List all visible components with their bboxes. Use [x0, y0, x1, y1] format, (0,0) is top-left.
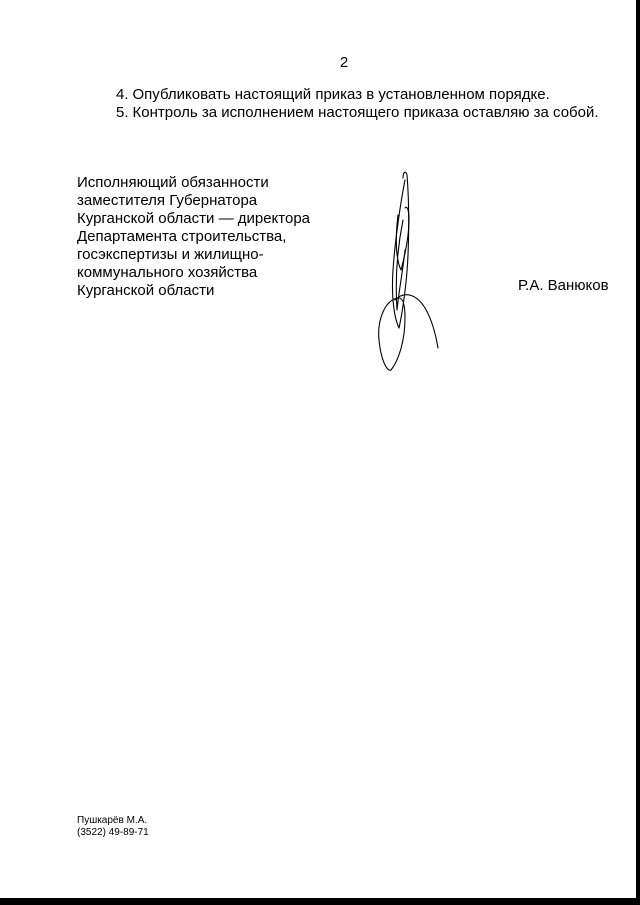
- order-item-5: [116, 104, 599, 122]
- order-item-text: Опубликовать настоящий приказ в установленном порядке.: [132, 86, 550, 103]
- scan-edge-bottom: [0, 898, 640, 905]
- signature-stroke: [392, 172, 408, 328]
- executor-info: [77, 815, 149, 839]
- scan-edge-right: [636, 0, 640, 905]
- signature-stroke: [395, 295, 438, 348]
- position-line: Исполняющий обязанности: [77, 174, 269, 191]
- signature-stroke: [379, 298, 405, 370]
- order-item-number: 5.: [116, 104, 129, 121]
- page-number: 2: [339, 54, 349, 71]
- signature-stroke: [396, 207, 409, 270]
- handwritten-signature: [365, 160, 455, 380]
- executor-phone: (3522) 49-89-71: [77, 827, 149, 838]
- order-items: [116, 86, 599, 122]
- position-line: Департамента строительства,: [77, 228, 287, 245]
- position-line: коммунального хозяйства: [77, 264, 258, 281]
- position-line: Курганской области — директора: [77, 210, 311, 227]
- signatory-position: [77, 174, 310, 300]
- order-item-number: 4.: [116, 86, 129, 103]
- position-line: заместителя Губернатора: [77, 192, 258, 209]
- position-line: Курганской области: [77, 282, 215, 299]
- order-item-text: Контроль за исполнением настоящего приказа оставляю за собой.: [132, 104, 599, 121]
- signer-name: Р.А. Ванюков: [518, 277, 609, 294]
- executor-name: Пушкарёв М.А.: [77, 815, 148, 826]
- position-line: госэкспертизы и жилищно-: [77, 246, 264, 263]
- order-item-4: [116, 86, 599, 104]
